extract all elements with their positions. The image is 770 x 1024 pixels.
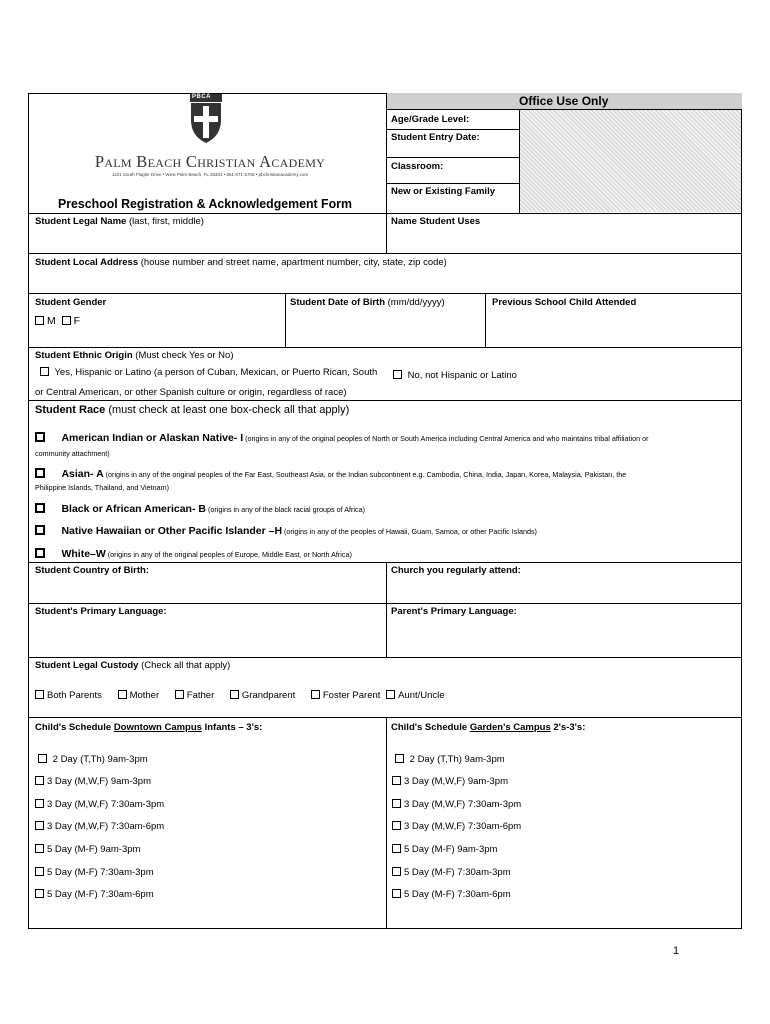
page-number: 1 bbox=[673, 945, 680, 957]
schedule-left-title: Child's Schedule Downtown Campus Infants – 3's: bbox=[35, 722, 263, 733]
name-uses-label: Name Student Uses bbox=[391, 216, 481, 227]
schedule-left-opt-0: 2 Day (T,Th) 9am-3pm bbox=[38, 754, 148, 765]
office-family: New or Existing Family bbox=[391, 186, 495, 197]
legal-name-label: Student Legal Name (last, first, middle) bbox=[35, 216, 204, 227]
schedule-right-opt-4: 5 Day (M-F) 9am-3pm bbox=[392, 844, 497, 855]
logo-text: PBCA bbox=[192, 94, 212, 100]
schedule-left-checkbox[interactable] bbox=[38, 754, 47, 763]
church-label: Church you regularly attend: bbox=[391, 565, 521, 576]
race-item-white: White–W (origins in any of the original peoples of Europe, Middle East, or North Africa) bbox=[35, 544, 352, 562]
race-item-american-indian: American Indian or Alaskan Native- I (origins in any of the original peoples of North or South America including Central America and who maintains tribal affiliation or bbox=[35, 428, 649, 446]
schedule-right-title: Child's Schedule Garden's Campus 2's-3's: bbox=[391, 722, 586, 733]
schedule-right-checkbox[interactable] bbox=[392, 821, 401, 830]
schedule-left-checkbox[interactable] bbox=[35, 867, 44, 876]
ethnic-yes-option: Yes, Hispanic or Latino (a person of Cuban, Mexican, or Puerto Rican, South bbox=[40, 367, 377, 378]
race-b-checkbox[interactable] bbox=[35, 503, 45, 513]
shield-icon bbox=[186, 94, 226, 144]
schedule-right-checkbox[interactable] bbox=[392, 889, 401, 898]
race-h-checkbox[interactable] bbox=[35, 525, 45, 535]
race-item-asian-cont: Philippine Islands, Thailand, and Vietnam) bbox=[35, 483, 169, 492]
race-a-checkbox[interactable] bbox=[35, 468, 45, 478]
ethnic-yes-line2: or Central American, or other Spanish culture or origin, regardless of race) bbox=[35, 387, 347, 398]
schedule-right-checkbox[interactable] bbox=[392, 867, 401, 876]
office-age-grade: Age/Grade Level: bbox=[391, 114, 470, 125]
office-entry-date: Student Entry Date: bbox=[391, 132, 480, 143]
prev-school-label: Previous School Child Attended bbox=[492, 297, 637, 308]
school-name: Palm Beach Christian Academy bbox=[94, 152, 326, 171]
gender-options: M F bbox=[35, 315, 80, 327]
custody-label: Student Legal Custody (Check all that apply) bbox=[35, 660, 231, 671]
schedule-right-opt-5: 5 Day (M-F) 7:30am-3pm bbox=[392, 867, 511, 878]
schedule-right-opt-3: 3 Day (M,W,F) 7:30am-6pm bbox=[392, 821, 521, 832]
schedule-left-opt-1: 3 Day (M,W,F) 9am-3pm bbox=[35, 776, 151, 787]
schedule-right-opt-1: 3 Day (M,W,F) 9am-3pm bbox=[392, 776, 508, 787]
schedule-left-checkbox[interactable] bbox=[35, 776, 44, 785]
race-item-american-indian-cont: community attachment) bbox=[35, 449, 110, 458]
custody-grandparent-checkbox[interactable] bbox=[230, 690, 239, 699]
schedule-left-checkbox[interactable] bbox=[35, 889, 44, 898]
ethnic-label: Student Ethnic Origin (Must check Yes or No) bbox=[35, 350, 234, 361]
address-label: Student Local Address (house number and street name, apartment number, city, state, zip code) bbox=[35, 257, 447, 268]
office-classroom: Classroom: bbox=[391, 161, 444, 172]
country-label: Student Country of Birth: bbox=[35, 565, 149, 576]
schedule-right-checkbox[interactable] bbox=[392, 844, 401, 853]
custody-both-checkbox[interactable] bbox=[35, 690, 44, 699]
form-title: Preschool Registration & Acknowledgement Form bbox=[58, 196, 352, 211]
schedule-left-checkbox[interactable] bbox=[35, 799, 44, 808]
custody-father-checkbox[interactable] bbox=[175, 690, 184, 699]
primary-language-label: Student's Primary Language: bbox=[35, 606, 167, 617]
office-use-shading bbox=[519, 108, 741, 212]
race-i-checkbox[interactable] bbox=[35, 432, 45, 442]
schedule-left-opt-4: 5 Day (M-F) 9am-3pm bbox=[35, 844, 140, 855]
race-item-black: Black or African American- B (origins in any of the black racial groups of Africa) bbox=[35, 499, 365, 517]
schedule-right-opt-2: 3 Day (M,W,F) 7:30am-3pm bbox=[392, 799, 521, 810]
schedule-left-checkbox[interactable] bbox=[35, 821, 44, 830]
custody-foster-checkbox[interactable] bbox=[311, 690, 320, 699]
race-w-checkbox[interactable] bbox=[35, 548, 45, 558]
schedule-left-opt-3: 3 Day (M,W,F) 7:30am-6pm bbox=[35, 821, 164, 832]
race-item-asian: Asian- A (origins in any of the original peoples of the Far East, Southeast Asia, or the Indian subcontinent e.g. Cambodia, China, India, Japan, Korea, Malaysia, Pakistan, the bbox=[35, 464, 626, 482]
schedule-left-opt-6: 5 Day (M-F) 7:30am-6pm bbox=[35, 889, 154, 900]
ethnic-yes-checkbox[interactable] bbox=[40, 367, 49, 376]
gender-m-checkbox[interactable] bbox=[35, 316, 44, 325]
schedule-right-checkbox[interactable] bbox=[392, 799, 401, 808]
parent-language-label: Parent's Primary Language: bbox=[391, 606, 517, 617]
schedule-right-checkbox[interactable] bbox=[392, 776, 401, 785]
office-use-title: Office Use Only bbox=[519, 94, 609, 108]
gender-label: Student Gender bbox=[35, 297, 107, 308]
custody-options: Both Parents Mother Father Grandparent Foster Parent Aunt/Uncle bbox=[35, 690, 445, 701]
schedule-right-opt-0: 2 Day (T,Th) 9am-3pm bbox=[395, 754, 505, 765]
schedule-left-checkbox[interactable] bbox=[35, 844, 44, 853]
ethnic-no-option: No, not Hispanic or Latino bbox=[393, 370, 517, 381]
race-item-hawaiian: Native Hawaiian or Other Pacific Islander –H (origins in any of the peoples of Hawaii, Guam, Samoa, or other Pacific Islands) bbox=[35, 521, 537, 539]
custody-mother-checkbox[interactable] bbox=[118, 690, 127, 699]
gender-f-checkbox[interactable] bbox=[62, 316, 71, 325]
race-label: Student Race (must check at least one box-check all that apply) bbox=[35, 404, 350, 416]
schedule-right-opt-6: 5 Day (M-F) 7:30am-6pm bbox=[392, 889, 511, 900]
schedule-left-opt-5: 5 Day (M-F) 7:30am-3pm bbox=[35, 867, 154, 878]
school-address: 1101 South Flagler Drive • West Palm Beach, FL 33401 • 561-671-5705 • pbchristianacademy.com bbox=[111, 172, 309, 177]
ethnic-no-checkbox[interactable] bbox=[393, 370, 402, 379]
school-logo bbox=[186, 94, 226, 144]
dob-label: Student Date of Birth (mm/dd/yyyy) bbox=[290, 297, 445, 308]
schedule-left-opt-2: 3 Day (M,W,F) 7:30am-3pm bbox=[35, 799, 164, 810]
schedule-right-checkbox[interactable] bbox=[395, 754, 404, 763]
custody-aunt-uncle-checkbox[interactable] bbox=[386, 690, 395, 699]
